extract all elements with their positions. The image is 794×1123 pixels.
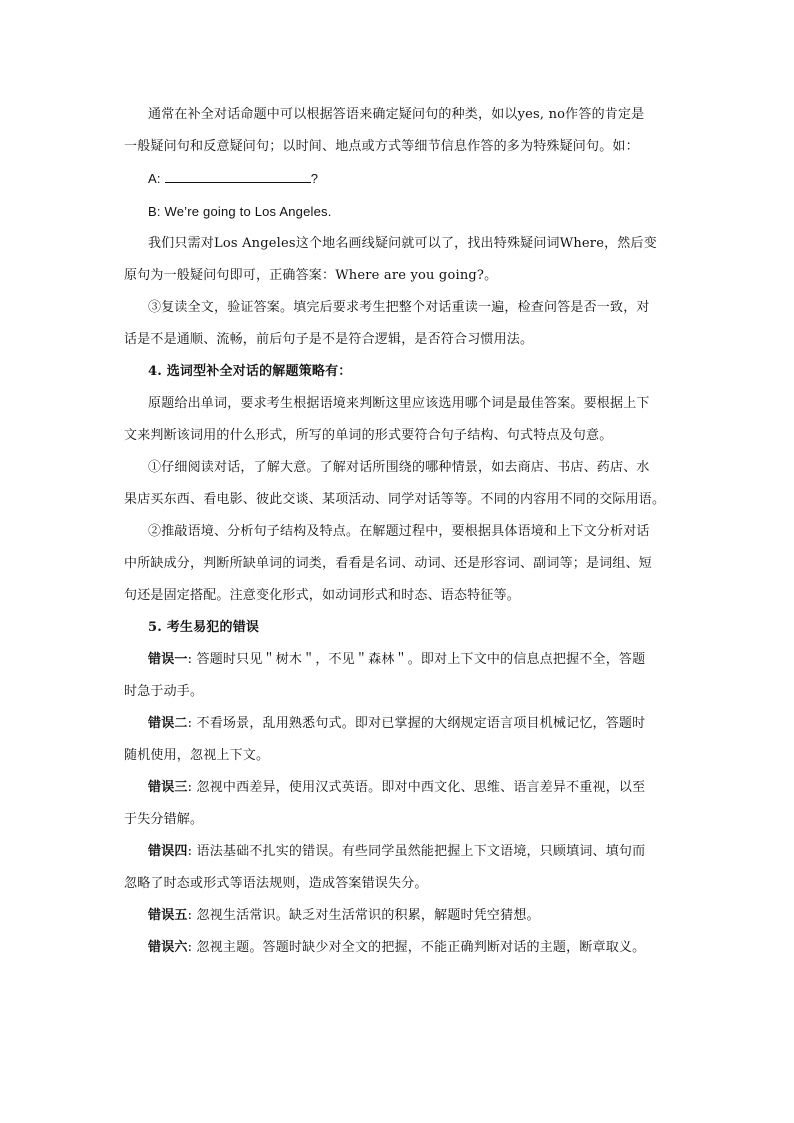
paragraph-line: 时急于动手。 bbox=[124, 684, 204, 699]
error-text: : 答题时只见＂树木＂，不见＂森林＂。即对上下文中的信息点把握不全，答题 bbox=[187, 652, 646, 667]
paragraph-line: 通常在补全对话命题中可以根据答语来确定疑问句的种类，如以yes, no作答的肯定是 bbox=[148, 107, 645, 122]
error-label: 错误六 bbox=[148, 940, 188, 955]
paragraph-line: 于失分错解。 bbox=[124, 812, 204, 827]
paragraph-line: ③复读全文，验证答案。填完后要求考生把整个对话重读一遍，检查问答是否一致，对 bbox=[148, 300, 650, 315]
paragraph-line: ②推敲语境、分析句子结构及特点。在解题过程中，要根据具体语境和上下文分析对话 bbox=[148, 524, 650, 539]
error-label: 错误一 bbox=[148, 652, 188, 667]
dialog-a bbox=[148, 170, 684, 188]
error-item-5 bbox=[148, 907, 684, 925]
paragraph-line: 中所缺成分，判断所缺单词的词类，看看是名词、动词、还是形容词、副词等；是词组、短 bbox=[124, 556, 653, 571]
error-label: 错误四 bbox=[148, 844, 188, 859]
error-label: 错误五 bbox=[148, 908, 188, 923]
section-heading: 4. 选词型补全对话的解题策略有： bbox=[148, 364, 352, 379]
dialog-a-question-mark: ? bbox=[310, 171, 319, 186]
paragraph-line: 话是不是通顺、流畅，前后句子是不是符合逻辑，是否符合习惯用法。 bbox=[124, 332, 534, 347]
error-text: : 忽视主题。答题时缺少对全文的把握，不能正确判断对话的主题，断章取义。 bbox=[187, 940, 646, 955]
paragraph-line: ①仔细阅读对话，了解大意。了解对话所围绕的哪种情景，如去商店、书店、药店、水 bbox=[148, 460, 650, 475]
section-heading: 5. 考生易犯的错误 bbox=[148, 620, 260, 635]
paragraph-line: 原句为一般疑问句即可，正确答案：Where are you going?。 bbox=[124, 268, 498, 283]
paragraph-line: 句还是固定搭配。注意变化形式，如动词形式和时态、语态特征等。 bbox=[124, 588, 521, 603]
answer-blank bbox=[165, 170, 311, 183]
error-label: 错误二 bbox=[148, 716, 188, 731]
dialog-a-label: A: bbox=[148, 171, 161, 186]
error-text: : 忽视生活常识。缺乏对生活常识的积累，解题时凭空猜想。 bbox=[187, 908, 540, 923]
paragraph-line: 随机使用，忽视上下文。 bbox=[124, 748, 270, 763]
error-item-4 bbox=[148, 843, 684, 861]
paragraph-line: 忽略了时态或形式等语法规则，造成答案错误失分。 bbox=[124, 876, 428, 891]
error-item-2 bbox=[148, 715, 684, 733]
error-text: : 语法基础不扎实的错误。有些同学虽然能把握上下文语境，只顾填词、填句而 bbox=[187, 844, 646, 859]
error-label: 错误三 bbox=[148, 780, 188, 795]
error-item-3 bbox=[148, 779, 684, 797]
paragraph-line: 我们只需对Los Angeles这个地名画线疑问就可以了，找出特殊疑问词Where，然后变 bbox=[148, 236, 657, 251]
error-item-6 bbox=[148, 939, 684, 957]
paragraph-line: 一般疑问句和反意疑问句；以时间、地点或方式等细节信息作答的多为特殊疑问句。如： bbox=[124, 139, 639, 154]
paragraph-line: 原题给出单词，要求考生根据语境来判断这里应该选用哪个词是最佳答案。要根据上下 bbox=[148, 396, 650, 411]
paragraph-line: 文来判断该词用的什么形式，所写的单词的形式要符合句子结构、句式特点及句意。 bbox=[124, 428, 613, 443]
error-text: : 忽视中西差异，使用汉式英语。即对中西文化、思维、语言差异不重视，以至 bbox=[187, 780, 646, 795]
error-item-1 bbox=[148, 651, 684, 669]
error-text: : 不看场景，乱用熟悉句式。即对已掌握的大纲规定语言项目机械记忆，答题时 bbox=[187, 716, 646, 731]
dialog-b: B: We’re going to Los Angeles. bbox=[148, 204, 332, 219]
paragraph-line: 果店买东西、看电影、彼此交谈、某项活动、同学对话等等。不同的内容用不同的交际用语。 bbox=[124, 492, 666, 507]
